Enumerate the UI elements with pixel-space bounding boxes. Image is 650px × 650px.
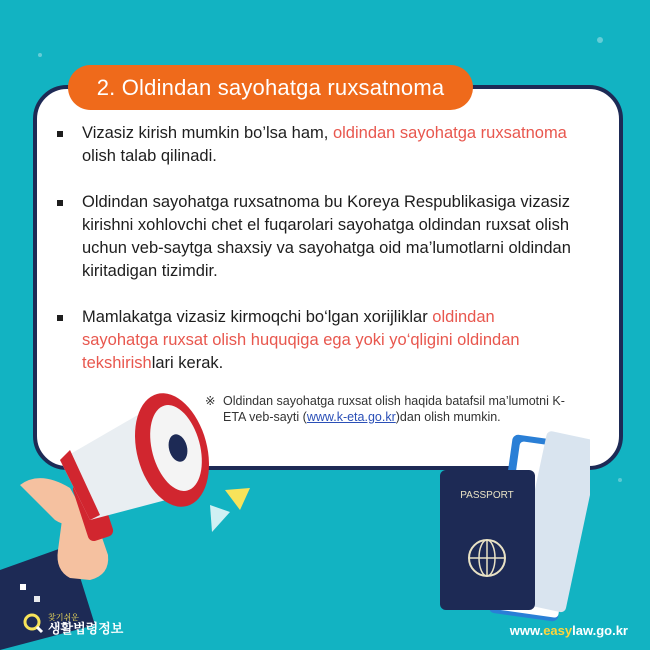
- megaphone-illustration: [0, 370, 270, 650]
- bullet-square-icon: [57, 315, 63, 321]
- website-url[interactable]: [510, 623, 628, 638]
- bullet-text: lari kerak.: [151, 354, 224, 372]
- passport-illustration: [440, 430, 590, 640]
- bullet-text: Vizasiz kirish mumkin bo’lsa ham,: [82, 124, 333, 142]
- bullet-item: [55, 122, 575, 168]
- bullet-item: [55, 306, 575, 375]
- site-easy: easy: [543, 623, 573, 638]
- highlighted-text: oldindan sayohatga ruxsat olish huquqiga ega yoki yo‘qligini oldindan tekshirish: [82, 308, 520, 372]
- bullet-text: Mamlakatga vizasiz kirmoqchi bo‘lgan xorijliklar: [82, 308, 433, 326]
- bullet-list: [55, 122, 575, 398]
- bullet-item: [55, 191, 575, 283]
- site-prefix: www.: [509, 623, 544, 638]
- bullet-text: olish talab qilinadi.: [82, 147, 217, 165]
- footnote-after: )dan olish mumkin.: [395, 410, 501, 424]
- bullet-text: Oldindan sayohatga ruxsatnoma bu Koreya Respublikasiga vizasiz kirishni xohlovchi chet el fuqarolari sayohatga oldindan ruxsat olish uchun veb-saytga shaxsiy va sayohatga oid ma’lumotlarni oldindan kiritadigan tizimdir.: [82, 193, 571, 280]
- site-rest: law.go.kr: [572, 623, 628, 638]
- logo-small-text: 찾기쉬운: [48, 613, 79, 622]
- title-banner: [68, 65, 473, 110]
- magnifier-logo-icon: [22, 612, 44, 634]
- logo-big-text: 생활법령정보: [48, 621, 124, 636]
- footnote-before: Oldindan sayohatga ruxsat olish haqida batafsil ma’lumotni K-ETA veb-sayti (: [223, 394, 565, 424]
- page-title: 2. Oldindan sayohatga ruxsatnoma: [96, 74, 445, 100]
- highlighted-text: oldindan sayohatga ruxsatnoma: [332, 124, 567, 142]
- k-eta-link[interactable]: www.k-eta.go.kr: [306, 410, 396, 424]
- passport-label: PASSPORT: [460, 490, 514, 501]
- logo: [22, 612, 123, 634]
- bullet-square-icon: [57, 131, 63, 137]
- logo-text: [48, 612, 123, 634]
- bullet-square-icon: [57, 200, 63, 206]
- reference-mark: ※: [205, 394, 216, 408]
